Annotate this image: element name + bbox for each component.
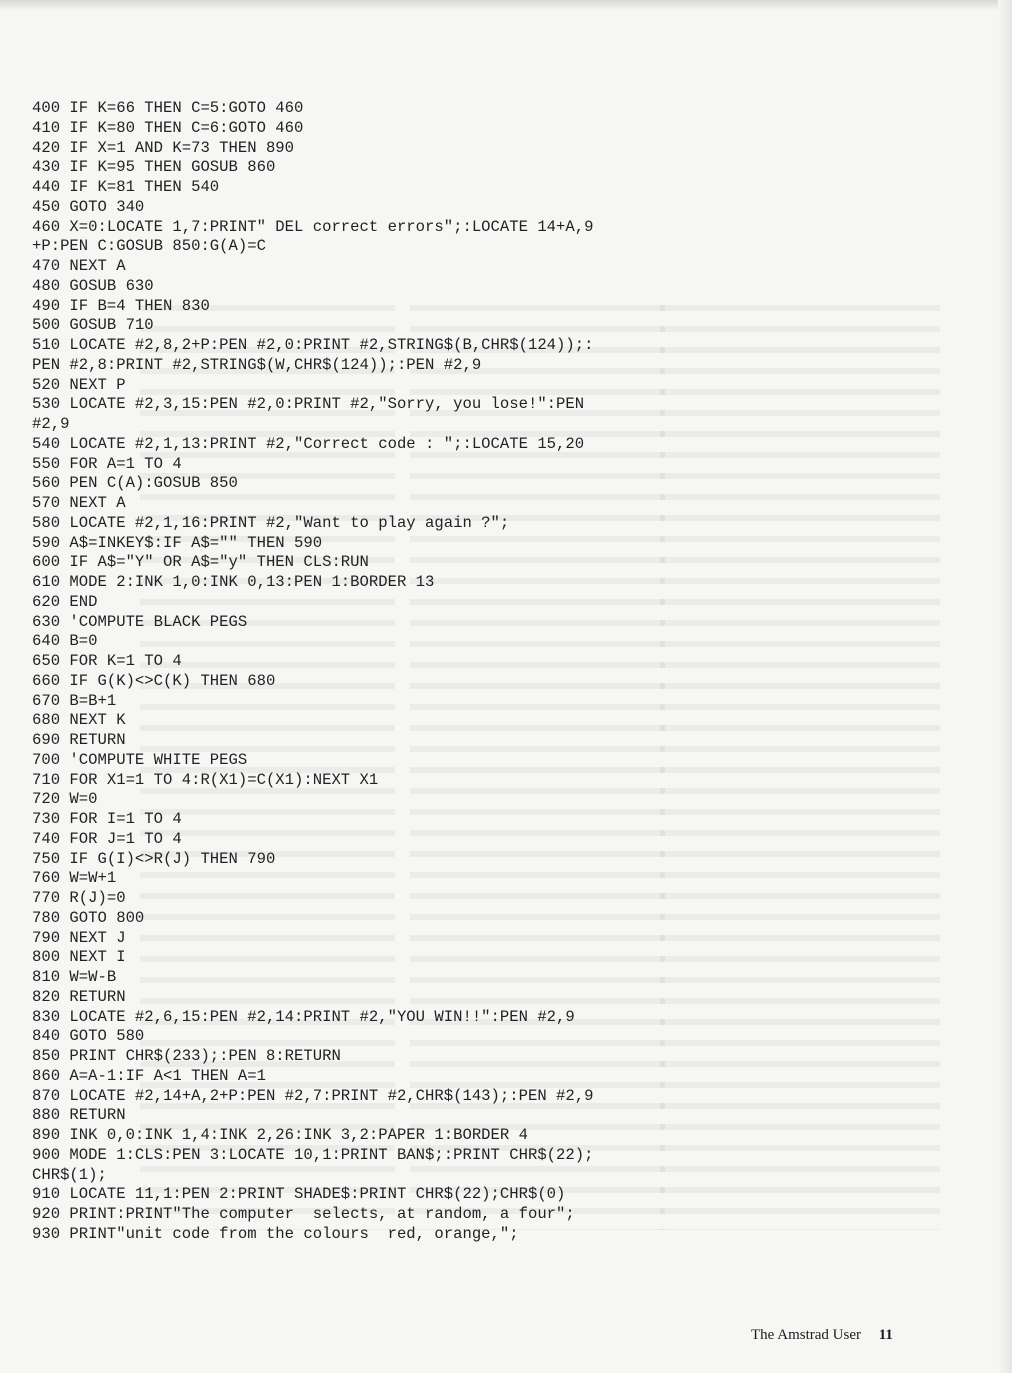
page-number: 11 — [878, 1327, 893, 1343]
code-line: 850 PRINT CHR$(233);:PEN 8:RETURN — [32, 1047, 341, 1065]
code-line: 590 A$=INKEY$:IF A$="" THEN 590 — [32, 533, 323, 552]
code-line: 400 IF K=66 THEN C=5:GOTO 460 — [32, 99, 304, 117]
code-line: +P:PEN C:GOSUB 850:G(A)=C — [32, 237, 266, 256]
code-line: 690 RETURN — [32, 731, 126, 749]
code-line: 810 W=W-B — [32, 968, 117, 986]
code-line: 650 FOR K=1 TO 4 — [32, 652, 182, 670]
code-line: 430 IF K=95 THEN GOSUB 860 — [32, 158, 276, 177]
code-line: 570 NEXT A — [32, 494, 126, 512]
code-line: 660 IF G(K)<>C(K) THEN 680 — [32, 671, 276, 690]
code-line: 410 IF K=80 THEN C=6:GOTO 460 — [32, 118, 304, 137]
code-line: 670 B=B+1 — [32, 691, 117, 710]
code-line: 610 MODE 2:INK 1,0:INK 0,13:PEN 1:BORDER 13 — [32, 573, 435, 591]
code-line: 840 GOTO 580 — [32, 1027, 145, 1046]
code-line: 680 NEXT K — [32, 711, 126, 730]
code-line: PEN #2,8:PRINT #2,STRING$(W,CHR$(124));:PEN #2,9 — [32, 355, 482, 374]
code-line: 750 IF G(I)<>R(J) THEN 790 — [32, 849, 276, 868]
code-line: 800 NEXT I — [32, 948, 126, 967]
code-line: 860 A=A-1:IF A<1 THEN A=1 — [32, 1066, 266, 1085]
code-line: 460 X=0:LOCATE 1,7:PRINT" DEL correct errors";:LOCATE 14+A,9 — [32, 217, 594, 236]
code-line: 790 NEXT J — [32, 928, 126, 947]
code-line: 580 LOCATE #2,1,16:PRINT #2,"Want to play again ?"; — [32, 513, 510, 532]
code-line: 560 PEN C(A):GOSUB 850 — [32, 474, 238, 493]
code-line: 770 R(J)=0 — [32, 889, 126, 907]
code-line: #2,9 — [32, 415, 70, 433]
code-line: 740 FOR J=1 TO 4 — [32, 829, 182, 848]
code-line: 730 FOR I=1 TO 4 — [32, 810, 182, 828]
code-line: 900 MODE 1:CLS:PEN 3:LOCATE 10,1:PRINT BAN$;:PRINT CHR$(22); — [32, 1145, 594, 1164]
code-line: 760 W=W+1 — [32, 869, 117, 888]
code-line: 520 NEXT P — [32, 375, 126, 394]
code-line: 550 FOR A=1 TO 4 — [32, 454, 182, 473]
code-line: 600 IF A$="Y" OR A$="y" THEN CLS:RUN — [32, 553, 369, 572]
publication-name: The Amstrad User — [751, 1327, 861, 1343]
code-line: 720 W=0 — [32, 790, 98, 809]
code-line: 820 RETURN — [32, 987, 126, 1006]
code-line: 890 INK 0,0:INK 1,4:INK 2,26:INK 3,2:PAPER 1:BORDER 4 — [32, 1126, 528, 1144]
code-line: 910 LOCATE 11,1:PEN 2:PRINT SHADE$:PRINT CHR$(22);CHR$(0) — [32, 1185, 566, 1204]
code-line: 440 IF K=81 THEN 540 — [32, 178, 220, 196]
scan-top-edge — [0, 0, 1012, 10]
code-line: 700 'COMPUTE WHITE PEGS — [32, 750, 248, 769]
code-line: 510 LOCATE #2,8,2+P:PEN #2,0:PRINT #2,STRING$(B,CHR$(124));: — [32, 336, 594, 354]
code-line: 500 GOSUB 710 — [32, 316, 154, 335]
code-line: 530 LOCATE #2,3,15:PEN #2,0:PRINT #2,"Sorry, you lose!":PEN — [32, 395, 585, 414]
code-line: 620 END — [32, 592, 98, 611]
scan-right-shadow — [998, 0, 1012, 1373]
code-line: 480 GOSUB 630 — [32, 276, 154, 295]
code-line: 920 PRINT:PRINT"The computer selects, at random, a four"; — [32, 1205, 575, 1223]
code-line: 830 LOCATE #2,6,15:PEN #2,14:PRINT #2,"YOU WIN!!":PEN #2,9 — [32, 1007, 575, 1026]
code-line: 930 PRINT"unit code from the colours red, orange,"; — [32, 1224, 519, 1243]
code-line: 470 NEXT A — [32, 257, 126, 275]
code-line: 450 GOTO 340 — [32, 197, 145, 216]
code-line: 710 FOR X1=1 TO 4:R(X1)=C(X1):NEXT X1 — [32, 770, 379, 789]
code-line: 420 IF X=1 AND K=73 THEN 890 — [32, 138, 295, 157]
code-line: CHR$(1); — [32, 1165, 107, 1184]
basic-program-listing — [32, 99, 992, 1245]
code-line: 630 'COMPUTE BLACK PEGS — [32, 612, 248, 631]
code-line: 880 RETURN — [32, 1106, 126, 1125]
code-line: 640 B=0 — [32, 632, 98, 651]
code-line: 780 GOTO 800 — [32, 908, 145, 927]
code-line: 540 LOCATE #2,1,13:PRINT #2,"Correct code : ";:LOCATE 15,20 — [32, 434, 585, 453]
code-line: 870 LOCATE #2,14+A,2+P:PEN #2,7:PRINT #2,CHR$(143);:PEN #2,9 — [32, 1086, 594, 1105]
code-line: 490 IF B=4 THEN 830 — [32, 296, 210, 315]
page-footer — [751, 1327, 893, 1344]
